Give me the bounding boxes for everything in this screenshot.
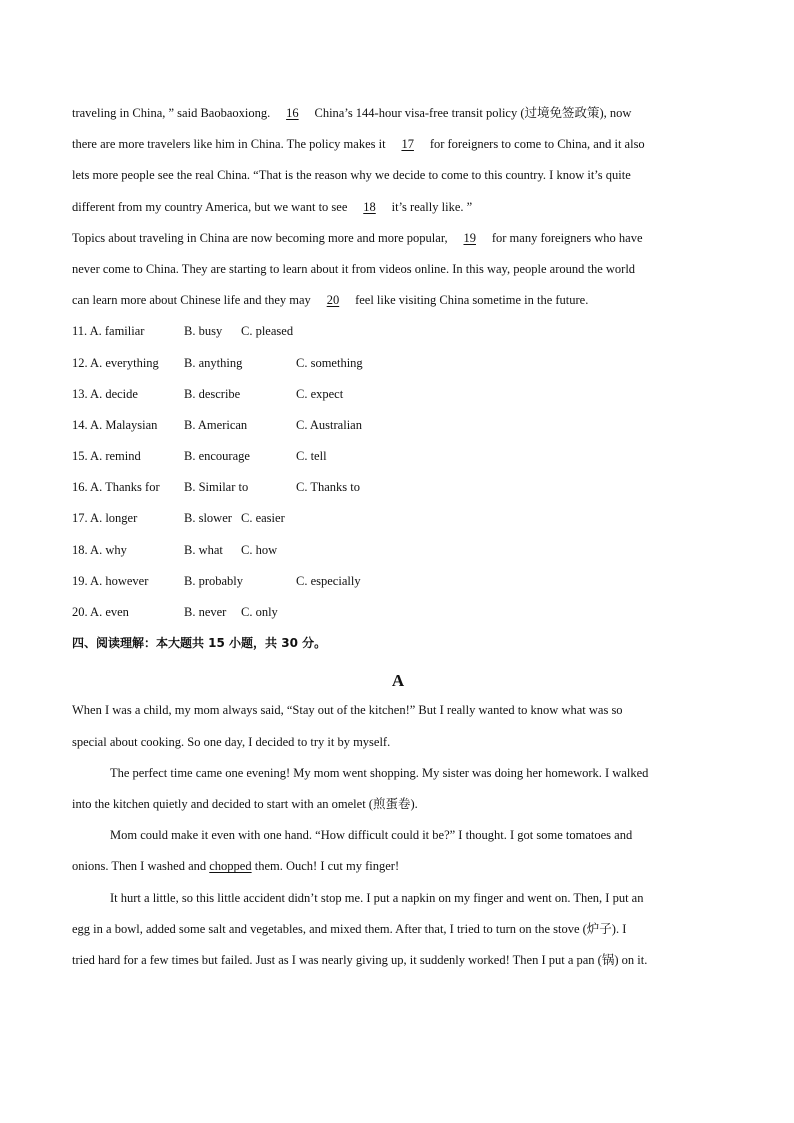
paragraph-line: When I was a child, my mom always said, “Stay out of the kitchen!” But I really wanted to know what was so [72, 703, 623, 718]
text: onions. Then I washed and [72, 859, 207, 874]
option-b: B. probably [184, 573, 244, 588]
option-b: B. American [184, 417, 248, 432]
option-b: B. anything [184, 355, 243, 370]
option-row-14 [72, 410, 724, 441]
text: traveling in China, ” said Baobaoxiong. [72, 106, 271, 120]
passage-line-1 [72, 98, 724, 129]
passage-line-4 [72, 192, 724, 223]
section-title: 四、阅读理解：本大题共 15 小题，共 30 分。 [72, 636, 327, 651]
text: different from my country America, but we want to see [72, 199, 348, 214]
paragraph-line: special about cooking. So one day, I decided to try it by myself. [72, 734, 391, 749]
option-c: C. tell [296, 449, 327, 464]
option-row-11 [72, 316, 724, 347]
option-row-17 [72, 503, 724, 534]
option-a: 19. A. however [72, 573, 149, 588]
option-c: C. Australian [296, 417, 362, 432]
option-c: C. something [296, 355, 363, 370]
option-a: 11. A. familiar [72, 324, 145, 339]
option-a: 17. A. longer [72, 511, 138, 526]
text: there are more travelers like him in China. The policy makes it [72, 137, 386, 152]
option-b: B. describe [184, 386, 241, 401]
underlined-word: chopped [209, 859, 252, 874]
text: Topics about traveling in China are now becoming more and more popular, [72, 230, 448, 245]
option-row-18 [72, 535, 724, 566]
option-c: C. only [241, 605, 278, 619]
blank-19: 19 [463, 230, 476, 245]
passage-heading: A [391, 671, 405, 691]
option-row-12 [72, 348, 724, 379]
option-a: 12. A. everything [72, 355, 159, 370]
paragraph-line: egg in a bowl, added some salt and vegetables, and mixed them. After that, I tried to turn on the stove (炉子). I [72, 921, 627, 936]
text: for many foreigners who have [491, 230, 643, 245]
paragraph-line: The perfect time came one evening! My mom went shopping. My sister was doing her homework. I walked [110, 765, 649, 780]
option-a: 18. A. why [72, 542, 127, 557]
text: can learn more about Chinese life and they may [72, 293, 311, 308]
document-page [72, 98, 724, 976]
text: feel like visiting China sometime in the future. [355, 293, 589, 308]
option-c: C. pleased [241, 324, 294, 339]
options-list [72, 316, 724, 628]
option-a: 15. A. remind [72, 449, 141, 464]
option-b: B. busy [184, 324, 223, 339]
passage-line-5 [72, 223, 724, 254]
option-a: 20. A. even [72, 605, 129, 619]
option-b: B. what [184, 542, 223, 557]
passage-line-6: never come to China. They are starting to learn about it from videos online. In this way, people around the world [72, 261, 636, 276]
option-row-20 [72, 597, 724, 628]
blank-20: 20 [326, 293, 340, 308]
option-a: 14. A. Malaysian [72, 417, 158, 432]
blank-18: 18 [363, 199, 376, 214]
passage-a-body [72, 695, 724, 976]
option-c: C. Thanks to [296, 480, 361, 495]
passage-line-3: lets more people see the real China. “That is the reason why we decide to come to this country. I know it’s quite [72, 168, 631, 183]
passage-line-2 [72, 129, 724, 160]
text: them. Ouch! I cut my finger! [254, 859, 400, 874]
option-b: B. Similar to [184, 480, 249, 495]
option-c: C. how [241, 542, 278, 557]
option-c: C. easier [241, 511, 285, 526]
blank-16: 16 [286, 106, 299, 120]
option-row-19 [72, 566, 724, 597]
text: for foreigners to come to China, and it also [429, 137, 645, 152]
option-a: 16. A. Thanks for [72, 480, 160, 495]
blank-17: 17 [401, 137, 414, 152]
paragraph-line: It hurt a little, so this little accident didn’t stop me. I put a napkin on my finger and went on. Then, I put an [110, 890, 644, 905]
option-row-16 [72, 472, 724, 503]
option-a: 13. A. decide [72, 386, 138, 401]
paragraph-line [72, 851, 724, 882]
paragraph-line: tried hard for a few times but failed. Just as I was nearly giving up, it suddenly worked! Then I put a pan (锅) on it. [72, 952, 648, 967]
option-b: B. never [184, 605, 227, 619]
passage-line-7 [72, 285, 724, 316]
option-row-15 [72, 441, 724, 472]
text: it’s really like. ” [391, 199, 473, 214]
option-row-13 [72, 379, 724, 410]
option-b: B. encourage [184, 449, 250, 464]
text: China’s 144-hour visa-free transit policy (过境免签政策), now [314, 106, 632, 120]
option-b: B. slower [184, 511, 232, 526]
option-c: C. expect [296, 386, 344, 401]
paragraph-line: Mom could make it even with one hand. “How difficult could it be?” I thought. I got some tomatoes and [110, 828, 633, 843]
option-c: C. especially [296, 573, 361, 588]
paragraph-line: into the kitchen quietly and decided to start with an omelet (煎蛋卷). [72, 796, 418, 811]
